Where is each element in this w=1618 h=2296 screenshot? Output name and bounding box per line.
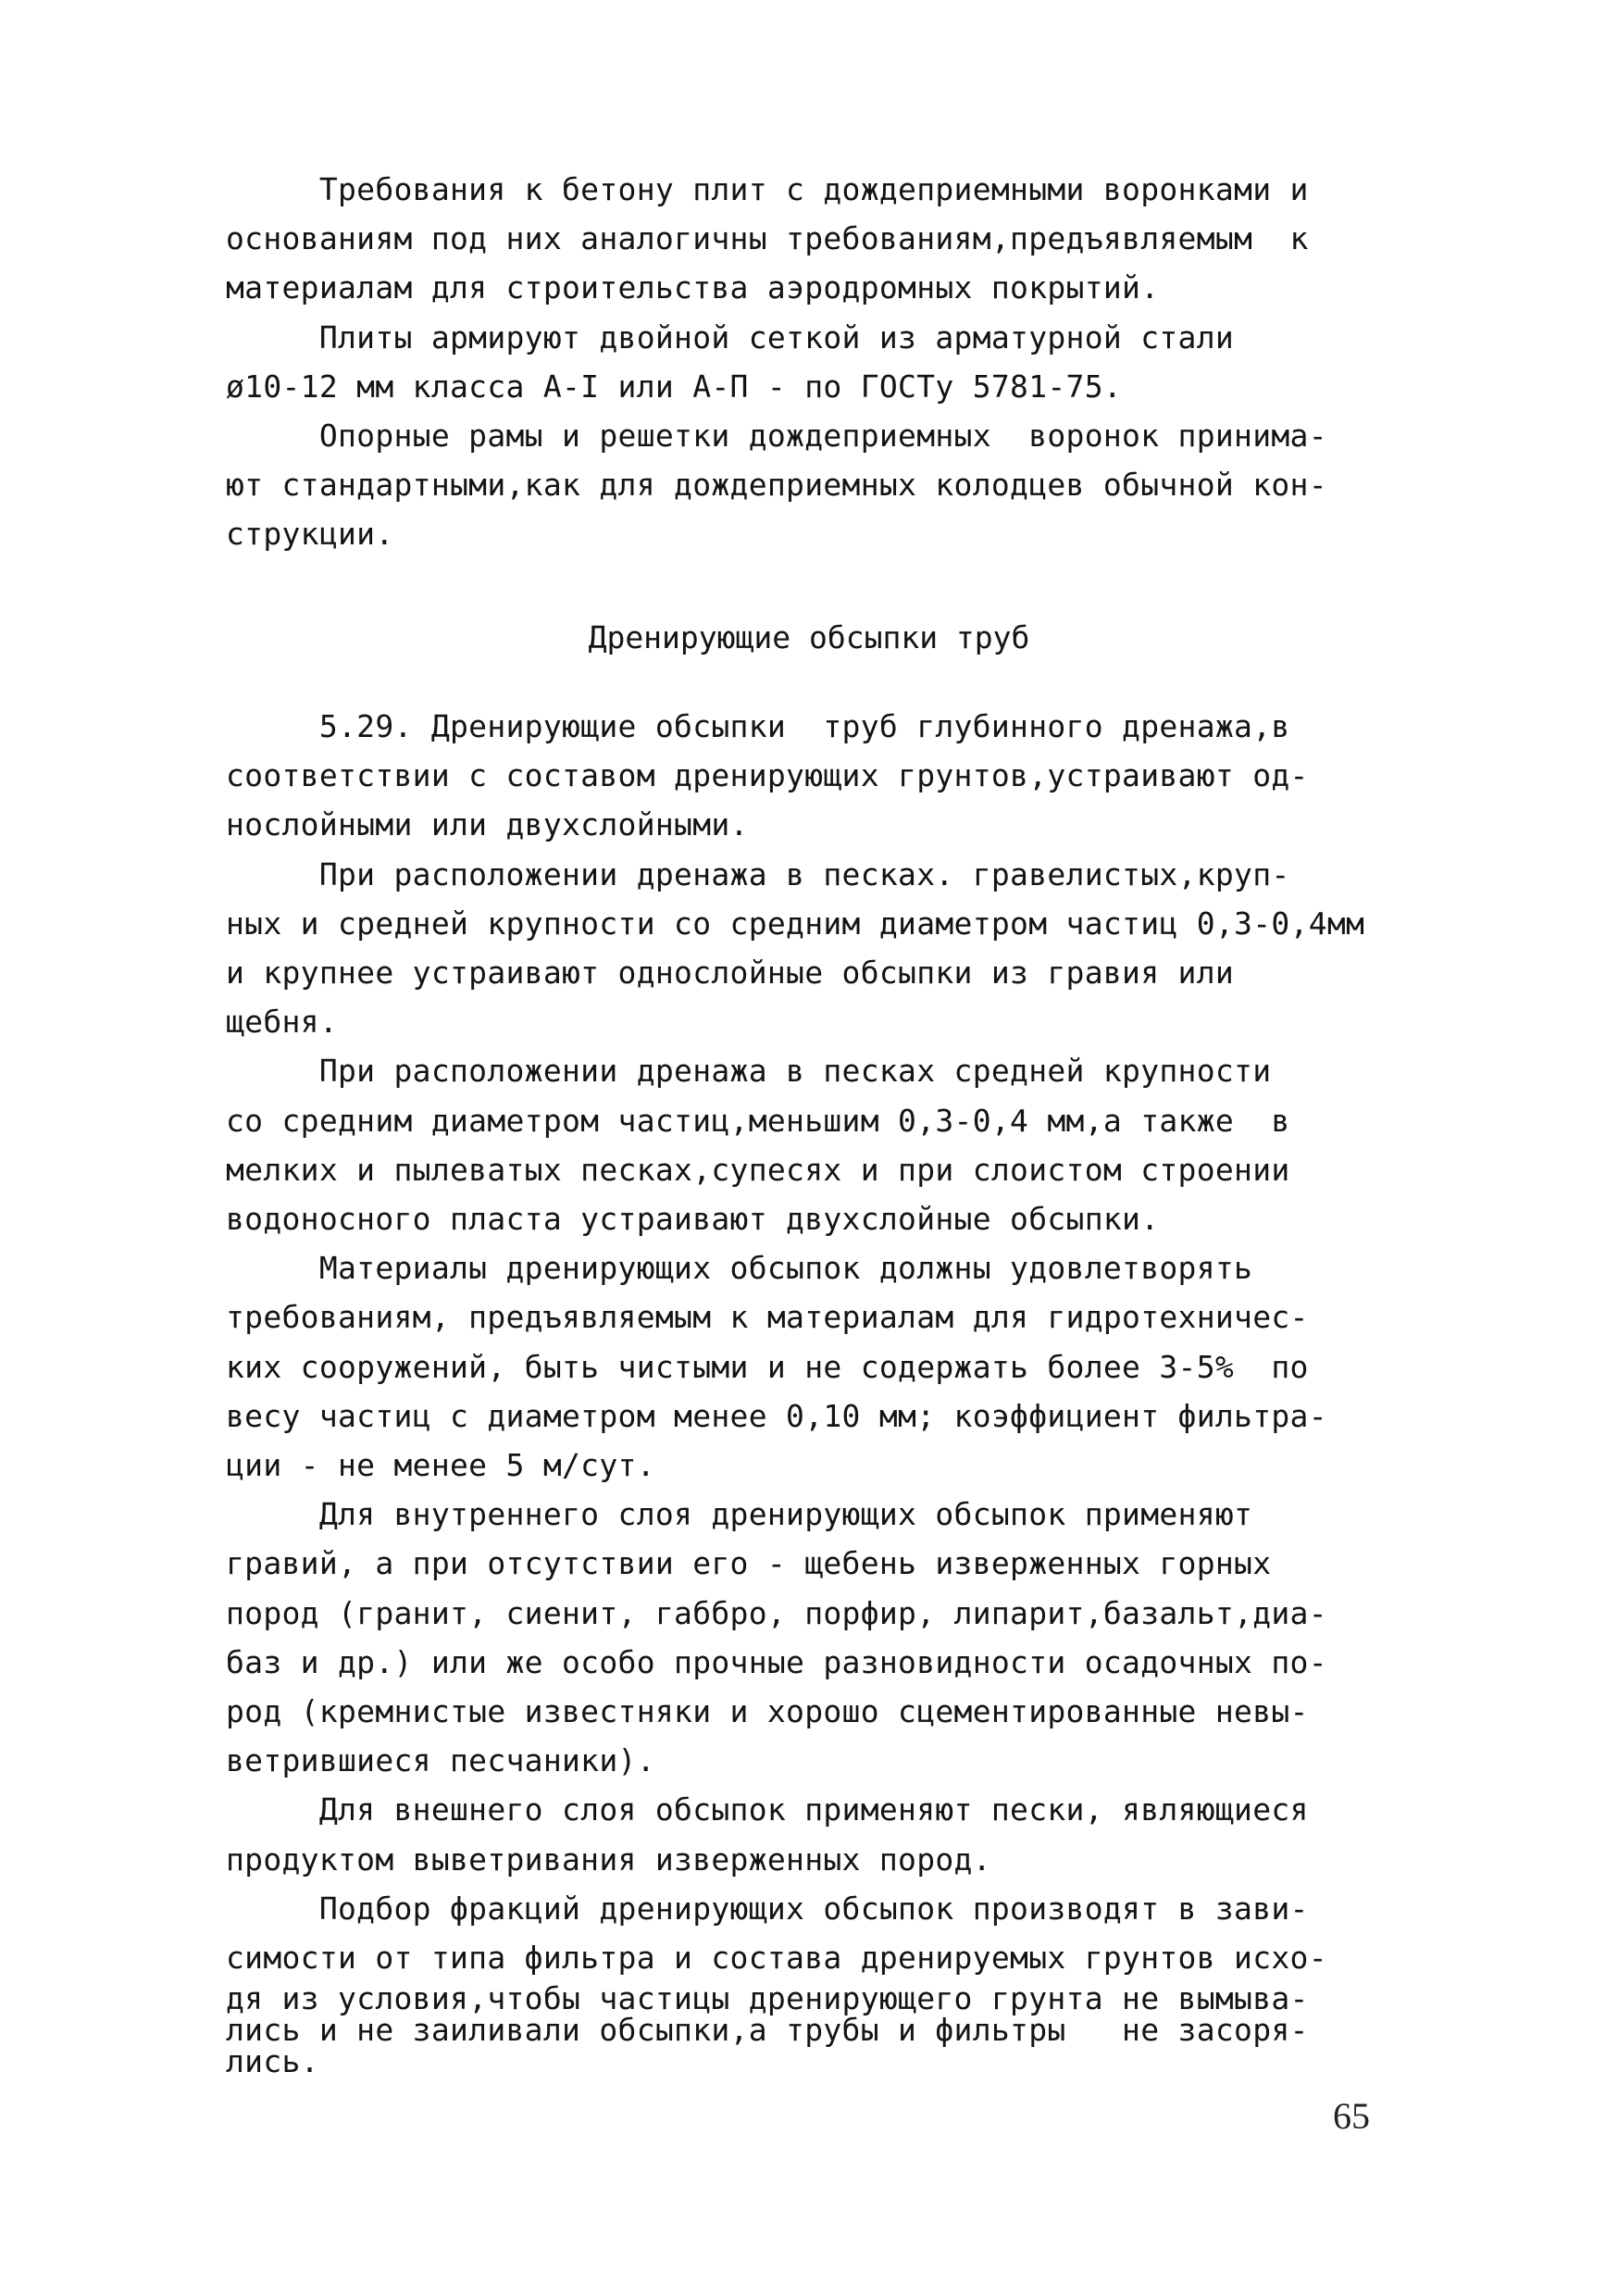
text-line: соответствии с составом дренирующих грунтов,устраивают од- — [226, 757, 1309, 794]
text-line: ции - не менее 5 м/сут. — [226, 1447, 655, 1484]
text-line: материалам для строительства аэродромных покрытий. — [226, 269, 1160, 306]
text-line: баз и др.) или же особо прочные разновидности осадочных по- — [226, 1643, 1327, 1680]
text-line: При расположении дренажа в песках. гравелистых,круп- — [226, 855, 1290, 892]
text-line: Подбор фракций дренирующих обсыпок производят в зави- — [226, 1890, 1309, 1927]
text-line: симости от типа фильтра и состава дренируемых грунтов исхо- — [226, 1940, 1327, 1977]
text-line: 5.29. Дренирующие обсыпки труб глубинного дренажа,в — [226, 708, 1290, 744]
text-line: весу частиц с диаметром менее 0,10 мм; коэффициент фильтра- — [226, 1397, 1327, 1434]
paragraph-block-3 — [226, 1980, 1411, 2079]
text-line: струкции. — [226, 516, 394, 553]
text-line: основаниям под них аналогичны требованиям,предъявляемым к — [226, 220, 1309, 257]
text-line: гравий, а при отсутствии его - щебень изверженных горных — [226, 1545, 1272, 1582]
text-line: и крупнее устраивают однослойные обсыпки из гравия или — [226, 955, 1235, 992]
text-line: лись. — [226, 2043, 319, 2079]
text-line: При расположении дренажа в песках средней крупности — [226, 1053, 1272, 1090]
paragraph-block-2 — [226, 702, 1411, 1982]
page-number: 65 — [1333, 2095, 1370, 2137]
text-line: Для внутреннего слоя дренирующих обсыпок применяют — [226, 1496, 1253, 1533]
text-line: ветрившиеся песчаники). — [226, 1742, 655, 1779]
text-line: нослойными или двухслойными. — [226, 806, 749, 843]
text-line: со средним диаметром частиц,меньшим 0,3-0,4 мм,а также в — [226, 1102, 1290, 1139]
text-line: Опорные рамы и решетки дождеприемных воронок принима- — [226, 418, 1327, 455]
text-line: ных и средней крупности со средним диаметром частиц 0,3-0,4мм — [226, 905, 1365, 942]
text-line: ких сооружений, быть чистыми и не содержать более 3-5% по — [226, 1348, 1309, 1385]
paragraph-block-1 — [226, 165, 1411, 559]
section-heading: Дренирующие обсыпки труб — [588, 619, 1030, 655]
text-line: мелких и пылеватых песках,супесях и при слоистом строении — [226, 1151, 1290, 1188]
text-line: водоносного пласта устраивают двухслойные обсыпки. — [226, 1201, 1160, 1238]
text-line: дя из условия,чтобы частицы дренирующего грунта не вымыва- — [226, 1980, 1309, 2016]
text-line: Для внешнего слоя обсыпок применяют пески, являющиеся — [226, 1791, 1309, 1828]
text-line: лись и не заиливали обсыпки,а трубы и фильтры не засоря- — [226, 2012, 1309, 2048]
text-line: Требования к бетону плит с дождеприемными воронками и — [226, 171, 1309, 207]
text-line: Плиты армируют двойной сеткой из арматурной стали — [226, 318, 1235, 356]
text-line: щебня. — [226, 1004, 339, 1041]
text-line: продуктом выветривания изверженных пород. — [226, 1841, 991, 1878]
text-line: ют стандартными,как для дождеприемных колодцев обычной кон- — [226, 467, 1327, 504]
text-line: Материалы дренирующих обсыпок должны удовлетворять — [226, 1250, 1253, 1287]
text-line: требованиям, предъявляемым к материалам для гидротехничес- — [226, 1299, 1309, 1336]
text-line: ø10-12 мм класса А-I или А-П - по ГОСТу 5781-75. — [226, 368, 1123, 405]
text-line: род (кремнистые известняки и хорошо сцементированные невы- — [226, 1693, 1309, 1730]
text-line: пород (гранит, сиенит, габбро, порфир, липарит,базальт,диа- — [226, 1594, 1327, 1631]
